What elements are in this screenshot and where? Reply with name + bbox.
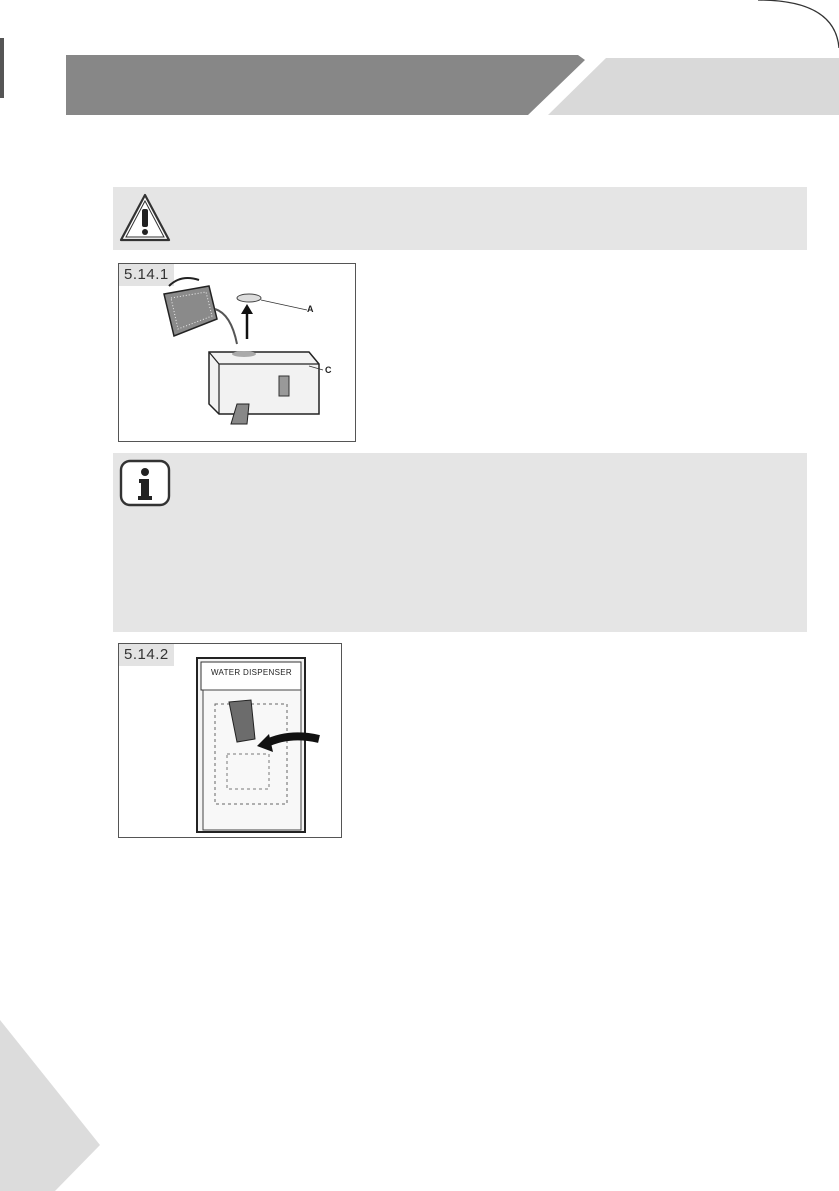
jug-illustration: [164, 278, 237, 344]
info-note: [113, 453, 807, 632]
section-header-band: [0, 0, 839, 130]
page-curl-line: [758, 0, 839, 48]
figure-5-14-1: [118, 263, 356, 442]
page-corner-decoration: [0, 1010, 110, 1191]
warning-triangle-icon: [118, 192, 172, 244]
tank-illustration: [209, 351, 319, 424]
dispenser-panel-label: WATER DISPENSER: [211, 668, 292, 677]
figure-5-14-2: [118, 643, 342, 838]
figure-label: 5.14.1: [119, 264, 174, 286]
info-icon: [119, 459, 171, 507]
water-tank-illustration: [119, 264, 355, 441]
warning-note: [113, 187, 807, 250]
header-tab-light: [548, 58, 839, 115]
lid-part: [237, 294, 261, 302]
header-tab-dark: [66, 55, 585, 115]
figure-label: 5.14.2: [119, 644, 174, 666]
callout-c: C: [325, 365, 332, 375]
callout-a: A: [307, 304, 314, 314]
